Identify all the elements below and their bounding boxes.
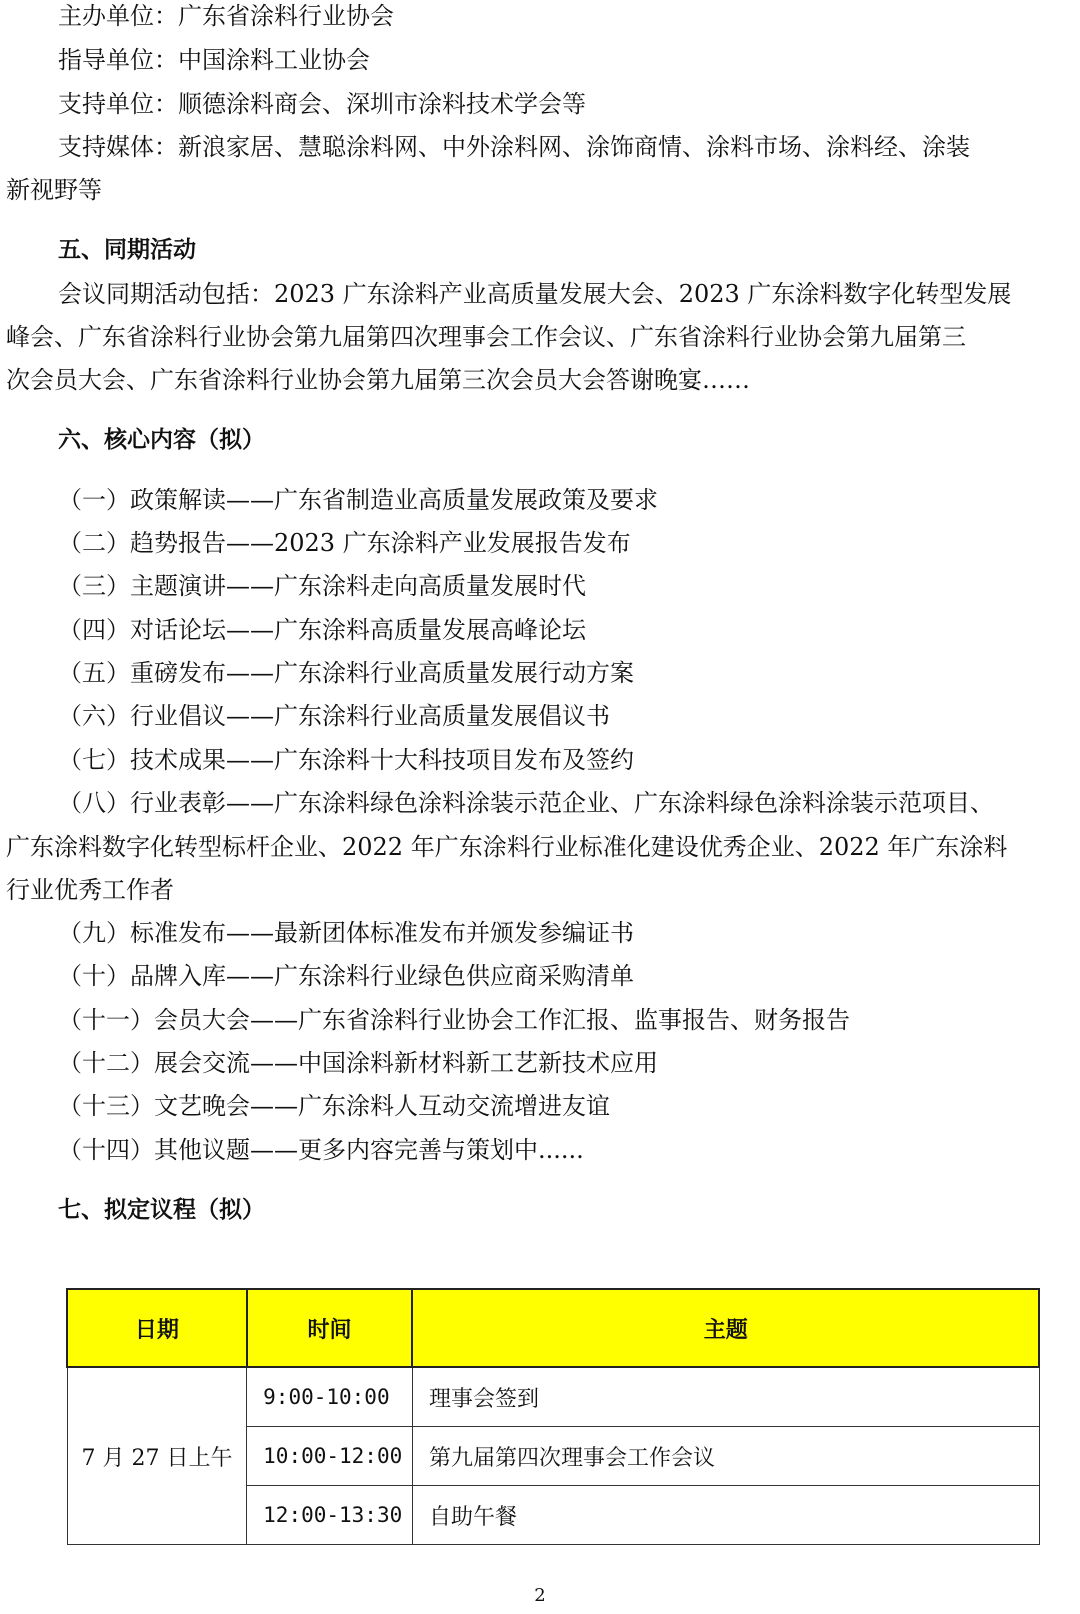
support-unit: 支持单位：顺德涂料商会、深圳市涂料技术学会等 [58, 90, 586, 118]
section5-line2: 峰会、广东省涂料行业协会第九届第四次理事会工作会议、广东省涂料行业协会第九届第三 [6, 323, 966, 351]
section5-line1: 会议同期活动包括：2023 广东涂料产业高质量发展大会、2023 广东涂料数字化转型发展 [58, 280, 1012, 308]
guide-unit: 指导单位：中国涂料工业协会 [58, 46, 370, 74]
core-item-14: （十四）其他议题——更多内容完善与策划中...... [58, 1136, 584, 1164]
agenda-date: 7 月 27 日上午 [67, 1367, 247, 1545]
core-item-4: （四）对话论坛——广东涂料高质量发展高峰论坛 [58, 616, 586, 644]
core-item-9: （九）标准发布——最新团体标准发布并颁发参编证书 [58, 919, 634, 947]
support-media-line2: 新视野等 [6, 176, 102, 204]
agenda-time: 12:00-13:30 [247, 1486, 413, 1545]
core-item-12: （十二）展会交流——中国涂料新材料新工艺新技术应用 [58, 1049, 658, 1077]
agenda-table [66, 1288, 1040, 1545]
core-item-7: （七）技术成果——广东涂料十大科技项目发布及签约 [58, 746, 634, 774]
core-item-1: （一）政策解读——广东省制造业高质量发展政策及要求 [58, 486, 658, 514]
core-item-2: （二）趋势报告——2023 广东涂料产业发展报告发布 [58, 529, 631, 557]
core-item-11: （十一）会员大会——广东省涂料行业协会工作汇报、监事报告、财务报告 [58, 1006, 850, 1034]
header-time: 时间 [247, 1289, 413, 1367]
section5-heading: 五、同期活动 [58, 237, 196, 263]
core-item-10: （十）品牌入库——广东涂料行业绿色供应商采购清单 [58, 962, 634, 990]
table-row [67, 1367, 1039, 1427]
core-item-8-line1: （八）行业表彰——广东涂料绿色涂料涂装示范企业、广东涂料绿色涂料涂装示范项目、 [58, 789, 994, 817]
section5-line3: 次会员大会、广东省涂料行业协会第九届第三次会员大会答谢晚宴…… [6, 366, 750, 394]
core-item-8-line2: 广东涂料数字化转型标杆企业、2022 年广东涂料行业标准化建设优秀企业、2022 年广东涂料 [6, 833, 1008, 861]
host-unit: 主办单位：广东省涂料行业协会 [58, 2, 394, 30]
core-item-8-line3: 行业优秀工作者 [6, 876, 174, 904]
agenda-topic: 第九届第四次理事会工作会议 [412, 1427, 1039, 1486]
section6-heading: 六、核心内容（拟） [58, 427, 265, 453]
header-topic: 主题 [412, 1289, 1039, 1367]
section7-heading: 七、拟定议程（拟） [58, 1197, 265, 1223]
header-date: 日期 [67, 1289, 247, 1367]
core-item-6: （六）行业倡议——广东涂料行业高质量发展倡议书 [58, 702, 610, 730]
agenda-topic: 自助午餐 [412, 1486, 1039, 1545]
core-item-13: （十三）文艺晚会——广东涂料人互动交流增进友谊 [58, 1092, 610, 1120]
page-number: 2 [534, 1585, 546, 1606]
agenda-topic: 理事会签到 [412, 1367, 1039, 1427]
support-media-line1: 支持媒体：新浪家居、慧聪涂料网、中外涂料网、涂饰商情、涂料市场、涂料经、涂装 [58, 133, 970, 161]
core-item-5: （五）重磅发布——广东涂料行业高质量发展行动方案 [58, 659, 634, 687]
agenda-time: 9:00-10:00 [247, 1367, 413, 1427]
agenda-time: 10:00-12:00 [247, 1427, 413, 1486]
agenda-header-row [67, 1289, 1039, 1367]
core-item-3: （三）主题演讲——广东涂料走向高质量发展时代 [58, 572, 586, 600]
